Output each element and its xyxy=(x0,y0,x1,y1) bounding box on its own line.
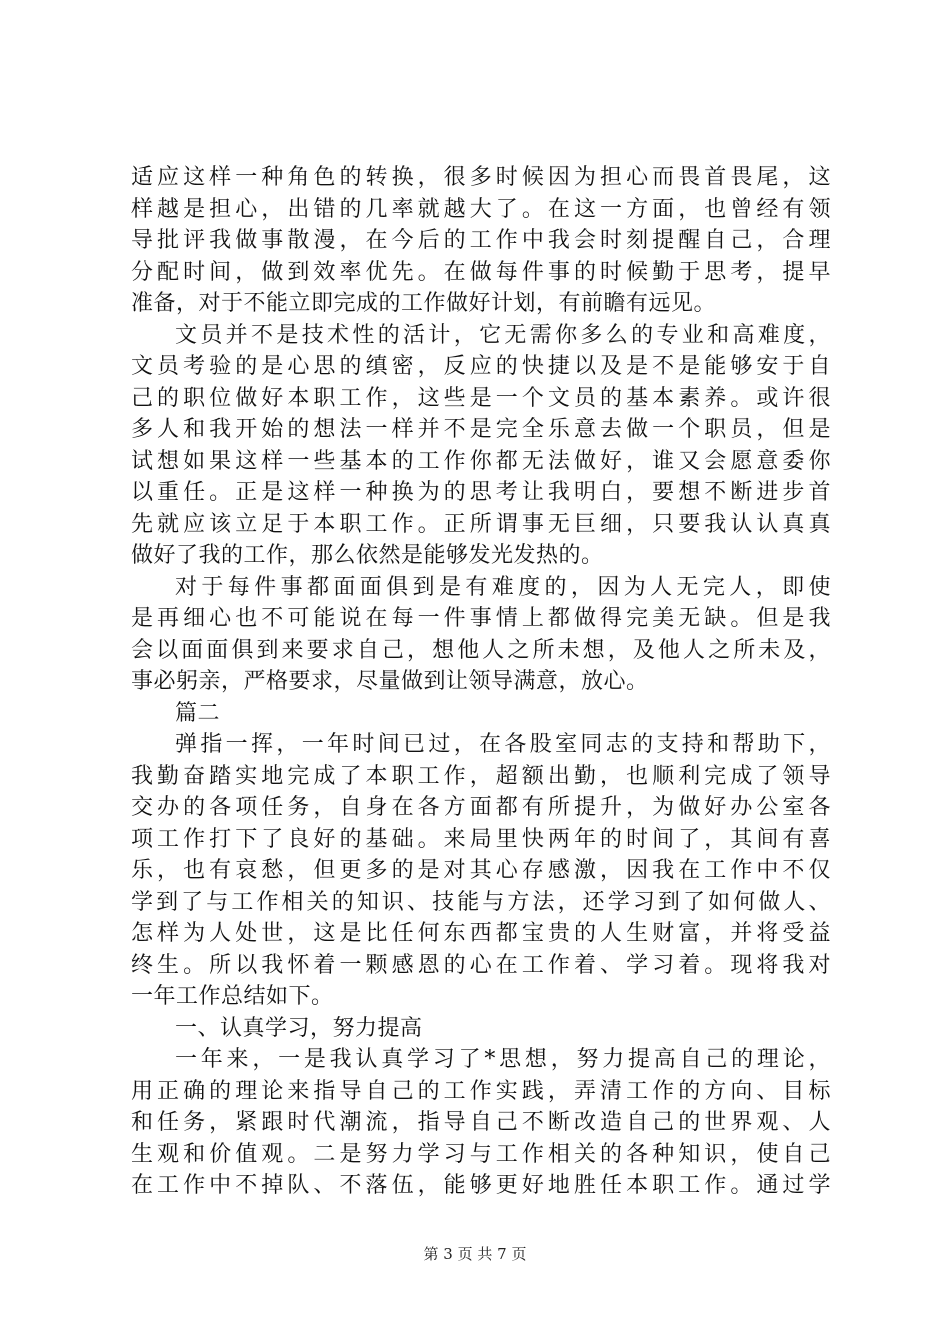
text-line: 先就应该立足于本职工作。正所谓事无巨细，只要我认认真真 xyxy=(131,511,831,537)
text-line: 多人和我开始的想法一样并不是完全乐意去做一个职员，但是 xyxy=(131,417,831,442)
text-line: 做好了我的工作，那么依然是能够发光发热的。 xyxy=(131,543,604,568)
text-line: 在工作中不掉队、不落伍，能够更好地胜任本职工作。通过学 xyxy=(131,1173,831,1198)
text-line: 一、认真学习，努力提高 xyxy=(175,1015,423,1041)
text-line: 一年来，一是我认真学习了*思想，努力提高自己的理论， xyxy=(175,1047,831,1072)
text-line: 交办的各项任务，自身在各方面都有所提升，为做好办公室各 xyxy=(131,795,831,820)
text-line: 对于每件事都面面俱到是有难度的，因为人无完人，即使 xyxy=(175,574,831,600)
text-line: 是再细心也不可能说在每一件事情上都做得完美无缺。但是我 xyxy=(131,606,831,631)
text-line: 以重任。正是这样一种换为的思考让我明白，要想不断进步首 xyxy=(131,480,831,505)
text-line: 和任务，紧跟时代潮流，指导自己不断改造自己的世界观、人 xyxy=(131,1110,831,1135)
text-line: 己的职位做好本职工作，这些是一个文员的基本素养。或许很 xyxy=(131,385,831,411)
text-line: 会以面面俱到来要求自己，想他人之所未想，及他人之所未及， xyxy=(131,637,831,663)
text-line: 文员并不是技术性的活计，它无需你多么的专业和高难度， xyxy=(175,322,831,348)
text-line: 一年工作总结如下。 xyxy=(131,984,334,1009)
text-line: 准备，对于不能立即完成的工作做好计划，有前瞻有远见。 xyxy=(131,291,717,316)
text-line: 事必躬亲，严格要求，尽量做到让领导满意，放心。 xyxy=(131,669,649,694)
text-line: 终生。所以我怀着一颗感恩的心在工作着、学习着。现将我对 xyxy=(131,952,831,978)
text-line: 乐，也有哀愁，但更多的是对其心存感激，因我在工作中不仅 xyxy=(131,858,831,883)
text-line: 导批评我做事散漫，在今后的工作中我会时刻提醒自己，合理 xyxy=(131,228,831,253)
text-line: 用正确的理论来指导自己的工作实践，弄清工作的方向、目标 xyxy=(131,1078,831,1104)
text-line: 怎样为人处世，这是比任何东西都宝贵的人生财富，并将受益 xyxy=(131,921,831,946)
text-line: 试想如果这样一些基本的工作你都无法做好，谁又会愿意委你 xyxy=(131,448,831,474)
text-line: 适应这样一种角色的转换，很多时候因为担心而畏首畏尾，这 xyxy=(131,165,831,190)
text-line: 弹指一挥，一年时间已过，在各股室同志的支持和帮助下， xyxy=(175,732,831,757)
text-line: 生观和价值观。二是努力学习与工作相关的各种知识，使自己 xyxy=(131,1141,831,1167)
text-line: 分配时间，做到效率优先。在做每件事的时候勤于思考，提早 xyxy=(131,259,831,285)
text-line: 我勤奋踏实地完成了本职工作，超额出勤，也顺利完成了领导 xyxy=(131,763,831,789)
text-line: 项工作打下了良好的基础。来局里快两年的时间了，其间有喜 xyxy=(131,826,831,852)
page-footer: 第 3 页 共 7 页 xyxy=(423,1245,527,1263)
text-line: 学到了与工作相关的知识、技能与方法，还学习到了如何做人、 xyxy=(131,889,831,915)
document-body xyxy=(131,162,831,1202)
text-line: 样越是担心，出错的几率就越大了。在这一方面，也曾经有领 xyxy=(131,196,831,222)
text-line: 篇二 xyxy=(175,700,221,726)
text-line: 文员考验的是心思的缜密，反应的快捷以及是不是能够安于自 xyxy=(131,354,831,379)
